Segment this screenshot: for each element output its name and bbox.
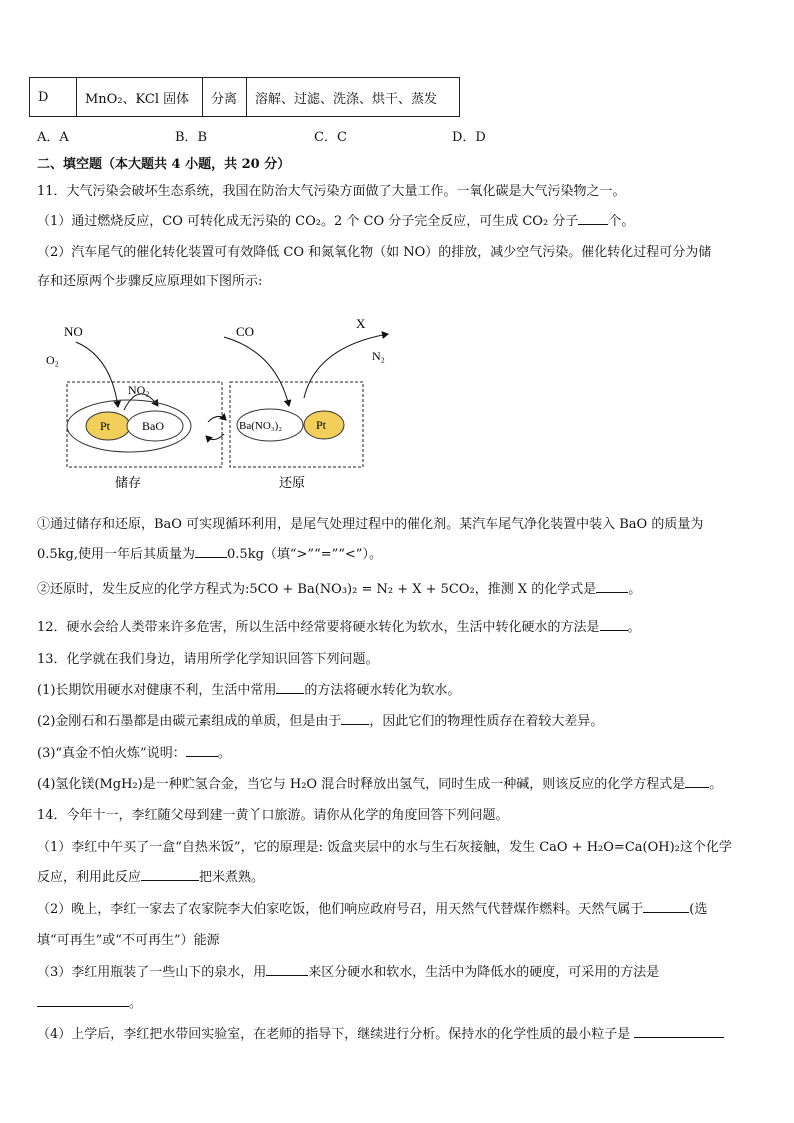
label-pt-storage: Pt <box>100 419 111 433</box>
q13-part3-blank[interactable] <box>186 743 218 757</box>
q14-part3-end: 。 <box>129 996 143 1011</box>
label-o2: O₂ <box>46 353 59 367</box>
table-cell-purpose: 分离 <box>203 78 247 117</box>
q12-text: 12．硬水会给人类带来许多危害，所以生活中经常要将硬水转化为软水，生活中转化硬水的方法是 <box>37 620 600 635</box>
q12-end: 。 <box>627 620 641 635</box>
cycle-arrow-bottom <box>206 434 224 440</box>
q12-blank[interactable] <box>600 617 628 631</box>
q14-part2-text: （2）晚上，李红一家去了农家院李大伯家吃饭，他们响应政府号召，用天然气代替煤作燃料。天然气属于 <box>37 902 644 917</box>
q11-sub2-equation: 5CO + Ba(NO₃)₂ = N₂ + X + 5CO₂ <box>249 582 475 597</box>
label-x: X <box>356 316 366 331</box>
q14-part4-blank[interactable] <box>634 1024 724 1038</box>
section-title: 二、填空题（本大题共 4 小题，共 20 分） <box>37 157 291 172</box>
q14-part1-blank[interactable] <box>141 867 199 881</box>
q11-part2-line2: 存和还原两个步骤反应原理如下图所示: <box>37 274 263 289</box>
arrow-co-in <box>224 337 289 406</box>
label-bao: BaO <box>142 419 164 433</box>
table-row <box>30 78 460 117</box>
q14-part1-end: 把米煮熟。 <box>199 870 265 885</box>
q11-stem: 11．大气污染会破坏生态系统，我国在防治大气污染方面做了大量工作。一氧化碳是大气污染物之一。 <box>37 184 626 199</box>
q14-part3-line1 <box>37 961 659 980</box>
label-ba-no3-2: Ba(NO₃)₂ <box>239 420 283 432</box>
q14-part1-text: 反应，利用此反应 <box>37 870 142 885</box>
options-table <box>29 77 460 117</box>
q13-part2-text: (2)金刚石和石墨都是由碳元素组成的单质，但是由于 <box>37 714 342 729</box>
q14-part2-end: (选 <box>689 902 708 917</box>
q13-part3 <box>37 742 231 761</box>
q11-sub2-text2: ，推测 X 的化学式是 <box>474 582 597 597</box>
q13-part3-text: (3)“真金不怕火炼”说明： <box>37 746 186 761</box>
q14-part3-line2 <box>37 992 142 1011</box>
label-co: CO <box>236 324 255 339</box>
q14-part4 <box>37 1023 724 1042</box>
q14-part1-line2 <box>37 866 264 885</box>
q11-sub1-end: 0.5kg（填“>”“=”“<”）。 <box>227 547 382 562</box>
option-b[interactable]: B．B <box>175 130 208 145</box>
q13-part4-blank[interactable] <box>685 774 709 788</box>
label-store: 储存 <box>115 475 142 490</box>
q14-part3-text: （3）李红用瓶装了一些山下的泉水，用 <box>37 965 267 980</box>
q14-part1-line1: （1）李红中午买了一盒“自热米饭”，它的原理是: 饭盒夹层中的水与生石灰接触，发生 CaO + H₂O=Ca(OH)₂这个化学 <box>37 840 732 855</box>
table-cell-substance: MnO₂、KCl 固体 <box>77 78 203 117</box>
arrow-no-in <box>76 342 118 407</box>
option-a[interactable]: A．A <box>37 130 69 145</box>
label-n2: N₂ <box>372 349 385 363</box>
cycle-arrow-top <box>208 416 226 422</box>
q13-part2 <box>37 710 603 729</box>
option-c[interactable]: C．C <box>314 130 347 145</box>
q14-part3-blank2[interactable] <box>37 993 129 1007</box>
q11-part1-end: 个。 <box>608 214 635 229</box>
table-cell-option: D <box>30 78 77 117</box>
q11-sub2-blank[interactable] <box>596 579 628 593</box>
q13-part2-blank[interactable] <box>341 711 369 725</box>
q11-sub1-line2 <box>37 543 382 562</box>
q11-part1-text: （1）通过燃烧反应，CO 可转化成无污染的 CO₂。2 个 CO 分子完全反应，可生成 CO₂ 分子 <box>37 214 579 229</box>
q11-sub2 <box>37 578 641 597</box>
q13-part2-end: ，因此它们的物理性质存在着较大差异。 <box>369 714 604 729</box>
q11-sub2-text: ②还原时，发生反应的化学方程式为: <box>37 582 250 597</box>
q12 <box>37 616 641 635</box>
label-no2: NO₂ <box>128 383 150 397</box>
catalytic-converter-diagram <box>36 312 396 492</box>
label-no: NO <box>64 324 83 339</box>
q13-part4 <box>37 773 722 792</box>
q13-part1-blank[interactable] <box>276 680 304 694</box>
q11-sub2-end: 。 <box>628 582 642 597</box>
q14-part2-line2: 填“可再生”或“不可再生”）能源 <box>37 933 220 948</box>
q14-part2-blank[interactable] <box>643 899 689 913</box>
q11-part1 <box>37 210 634 229</box>
label-pt-reduction: Pt <box>316 418 327 432</box>
arrow-out <box>304 334 388 398</box>
q11-part2-line1: （2）汽车尾气的催化转化装置可有效降低 CO 和氮氧化物（如 NO）的排放，减少空气污染。催化转化过程可分为储 <box>37 245 712 260</box>
q14-part2-line1 <box>37 898 707 917</box>
q11-sub1-text: 0.5kg,使用一年后其质量为 <box>37 547 196 562</box>
q13-part4-text: (4)氢化镁(MgH₂)是一种贮氢合金，当它与 H₂O 混合时释放出氢气，同时生成一种碱，则该反应的化学方程式是 <box>37 777 686 792</box>
q13-part1-text: (1)长期饮用硬水对健康不利，生活中常用 <box>37 683 277 698</box>
q11-sub1-line1: ①通过储存和还原，BaO 可实现循环利用，是尾气处理过程中的催化剂。某汽车尾气净化装置中装入 BaO 的质量为 <box>37 517 704 532</box>
q13-part4-end: 。 <box>709 777 723 792</box>
q14-part3-blank1[interactable] <box>266 962 308 976</box>
q13-part3-end: 。 <box>217 746 231 761</box>
table-cell-method: 溶解、过滤、洗涤、烘干、蒸发 <box>247 78 460 117</box>
q11-sub1-blank[interactable] <box>195 544 227 558</box>
option-d[interactable]: D．D <box>452 130 486 145</box>
q14-part4-text: （4）上学后，李红把水带回实验室，在老师的指导下，继续进行分析。保持水的化学性质的最小粒子是 <box>37 1027 631 1042</box>
label-reduce: 还原 <box>279 475 306 490</box>
q14-part3-text2: 来区分硬水和软水，生活中为降低水的硬度，可采用的方法是 <box>308 965 660 980</box>
q11-part1-blank[interactable] <box>578 211 608 225</box>
q13-stem: 13．化学就在我们身边，请用所学化学知识回答下列问题。 <box>37 652 379 667</box>
q14-stem: 14．今年十一，李红随父母到建一黄丫口旅游。请你从化学的角度回答下列问题。 <box>37 808 509 823</box>
q13-part1-end: 的方法将硬水转化为软水。 <box>304 683 461 698</box>
q13-part1 <box>37 679 460 698</box>
